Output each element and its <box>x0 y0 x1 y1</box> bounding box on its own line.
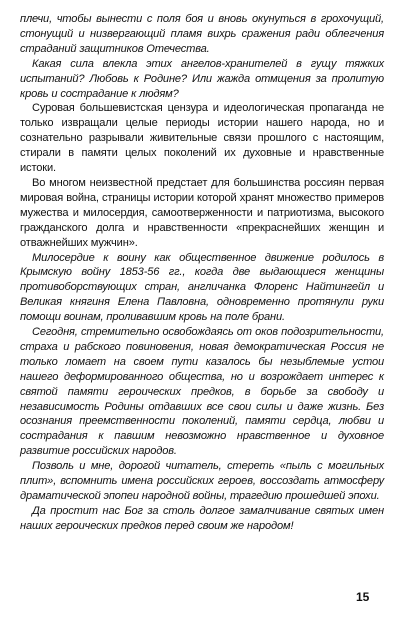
paragraph-4: Во многом неизвестной предстает для большинства россиян первая мировая война, страницы истории которой хранят множество примеров мужества и милосердия, самоотверженности и патриотизма, высокого гражданского долга и нравственности «прекраснейших женщин и отважнейших мужчин». <box>20 176 384 249</box>
page-number: 15 <box>356 590 370 604</box>
paragraph-6: Сегодня, стремительно освобождаясь от оков подозрительности, страха и рабского повиновения, новая демократическая Россия не только ломает на своем пути казалось бы незыблемые устои нашего деформированного общества, но и возрождает интерес к святой памяти героических предков, в борьбе за свободу и независимость Родины отдавших все свои силы и даже жизнь. Без осознания преемственности поколений, памяти сердца, любви и сострадания к павшим невозможно нравственное и духовное развитие российских народов. <box>20 326 384 458</box>
paragraph-8: Да простит нас Бог за столь долгое замалчивание святых имен наших героических предков перед своим же народом! <box>20 504 384 532</box>
paragraph-7: Позволь и мне, дорогой читатель, стереть «пыль с могильных плит», вспомнить имена российских героев, воссоздать атмосферу драматической эпопеи народной войны, трагедию прошедшей эпохи. <box>20 460 384 502</box>
body-text <box>20 12 384 534</box>
paragraph-5: Милосердие к воину как общественное движение родилось в Крымскую войну 1853-56 гг., когда две выдающиеся женщины противоборствующих стран, англичанка Флоренс Найтингейл и Великая княгиня Елена Павловна, одновременно протянули руки помощи воинам, проливавшим кровь на поле брани. <box>20 251 384 324</box>
paragraph-1: плечи, чтобы вынести с поля боя и вновь окунуться в грохочущий, стонущий и низвергающий пламя вихрь сражения ради облегчения страданий защитников Отечества. <box>20 13 384 55</box>
paragraph-3: Суровая большевистская цензура и идеологическая пропаганда не только извращали целые периоды истории нашего народа, но и сознательно разрывали живительные связи прошлого с настоящим, стирали в памяти целых поколений их духовные и нравственные истоки. <box>20 102 384 175</box>
paragraph-2: Какая сила влекла этих ангелов-хранителей в гущу тяжких испытаний? Любовь к Родине? Или жажда отмщения за пролитую кровь и сострадание к людям? <box>20 57 384 100</box>
